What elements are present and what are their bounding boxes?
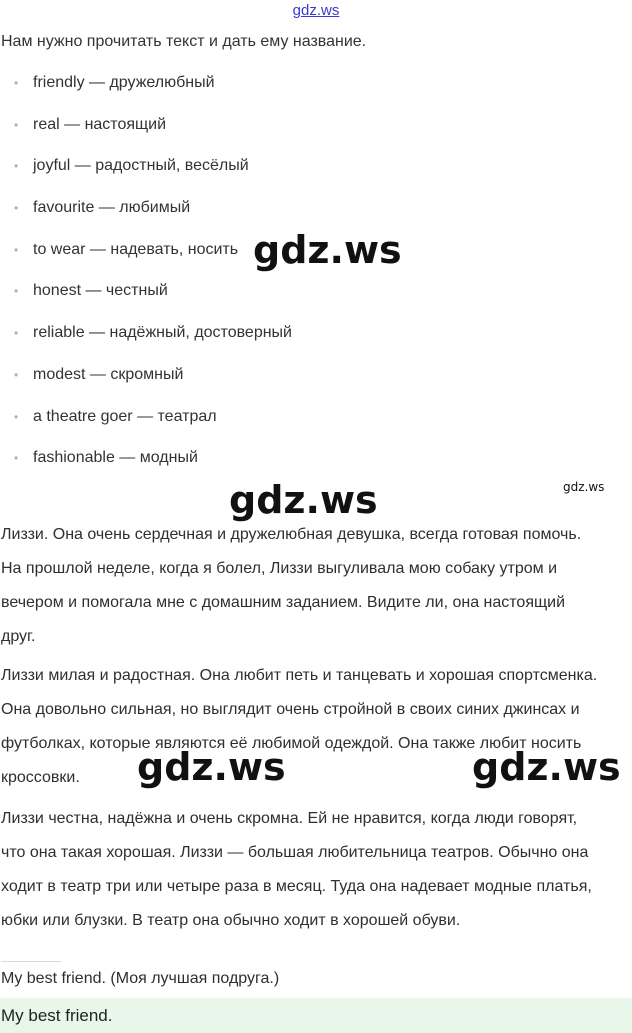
list-item	[14, 153, 292, 195]
list-item	[14, 112, 292, 154]
paragraph-line: юбки или блузки. В театр она обычно ходит в хорошей обуви.	[1, 912, 461, 929]
bullet-icon: •	[14, 284, 19, 299]
list-item	[14, 237, 292, 279]
intro-text: Нам нужно прочитать текст и дать ему название.	[1, 33, 367, 50]
vocab-entry: friendly — дружелюбный	[33, 74, 215, 91]
vocab-entry: modest — скромный	[33, 365, 184, 383]
vocab-entry: real — настоящий	[33, 115, 167, 133]
list-item	[14, 320, 292, 362]
vocab-entry: joyful — радостный, весёлый	[33, 157, 249, 175]
answer-text: My best friend.	[1, 1006, 113, 1025]
watermark-1: gdz.ws	[253, 228, 402, 272]
bullet-icon: •	[14, 159, 19, 174]
vocab-list	[14, 70, 292, 487]
vocab-entry: a theatre goer — театрал	[33, 407, 217, 425]
paragraph-line: Лиззи честна, надёжна и очень скромна. Ей не нравится, когда люди говорят,	[1, 810, 578, 827]
list-item	[14, 404, 292, 446]
paragraph-line: вечером и помогала мне с домашним заданием. Видите ли, она настоящий	[1, 594, 566, 611]
vocab-entry: to wear — надевать, носить	[33, 240, 239, 258]
bullet-icon: •	[14, 76, 19, 90]
paragraph-line: Она довольно сильная, но выглядит очень стройной в своих синих джинсах и	[1, 701, 580, 718]
list-item	[14, 362, 292, 404]
bullet-icon: •	[14, 409, 19, 424]
paragraph-3	[1, 802, 631, 938]
bullet-icon: •	[14, 326, 19, 341]
bullet-icon: •	[14, 201, 19, 216]
bullet-icon: •	[14, 367, 19, 382]
paragraph-line: Лиззи милая и радостная. Она любит петь и танцевать и хорошая спортсменка.	[1, 667, 598, 684]
paragraph-line: На прошлой неделе, когда я болел, Лиззи выгуливала мою собаку утром и	[1, 560, 558, 577]
list-item	[14, 195, 292, 237]
title-line: My best friend. (Моя лучшая подруга.)	[1, 970, 280, 987]
paragraph-1	[1, 518, 631, 654]
paragraph-line: ходит в театр три или четыре раза в месяц. Туда она надевает модные платья,	[1, 878, 592, 895]
watermark-small: gdz.ws	[563, 480, 605, 494]
paragraph-line: футболках, которые являются её любимой одеждой. Она также любит носить	[1, 735, 582, 752]
vocab-entry: honest — честный	[33, 282, 168, 300]
divider	[1, 961, 61, 962]
answer-box	[0, 998, 632, 1033]
watermark-3: gdz.ws	[137, 745, 286, 789]
watermark-2: gdz.ws	[229, 478, 378, 522]
list-item	[14, 70, 292, 112]
vocab-entry: fashionable — модный	[33, 449, 198, 467]
paragraph-line: Лиззи. Она очень сердечная и дружелюбная девушка, всегда готовая помочь.	[1, 526, 582, 543]
bullet-icon: •	[14, 117, 19, 132]
vocab-entry: reliable — надёжный, достоверный	[33, 324, 292, 342]
paragraph-line: друг.	[1, 628, 36, 645]
paragraph-line: кроссовки.	[1, 769, 80, 786]
watermark-top[interactable]: gdz.ws	[292, 2, 340, 19]
bullet-icon: •	[14, 242, 19, 257]
paragraph-line: что она такая хорошая. Лиззи — большая любительница театров. Обычно она	[1, 844, 589, 861]
bullet-icon: •	[14, 451, 19, 466]
watermark-4: gdz.ws	[472, 745, 621, 789]
list-item	[14, 278, 292, 320]
vocab-entry: favourite — любимый	[33, 199, 191, 217]
